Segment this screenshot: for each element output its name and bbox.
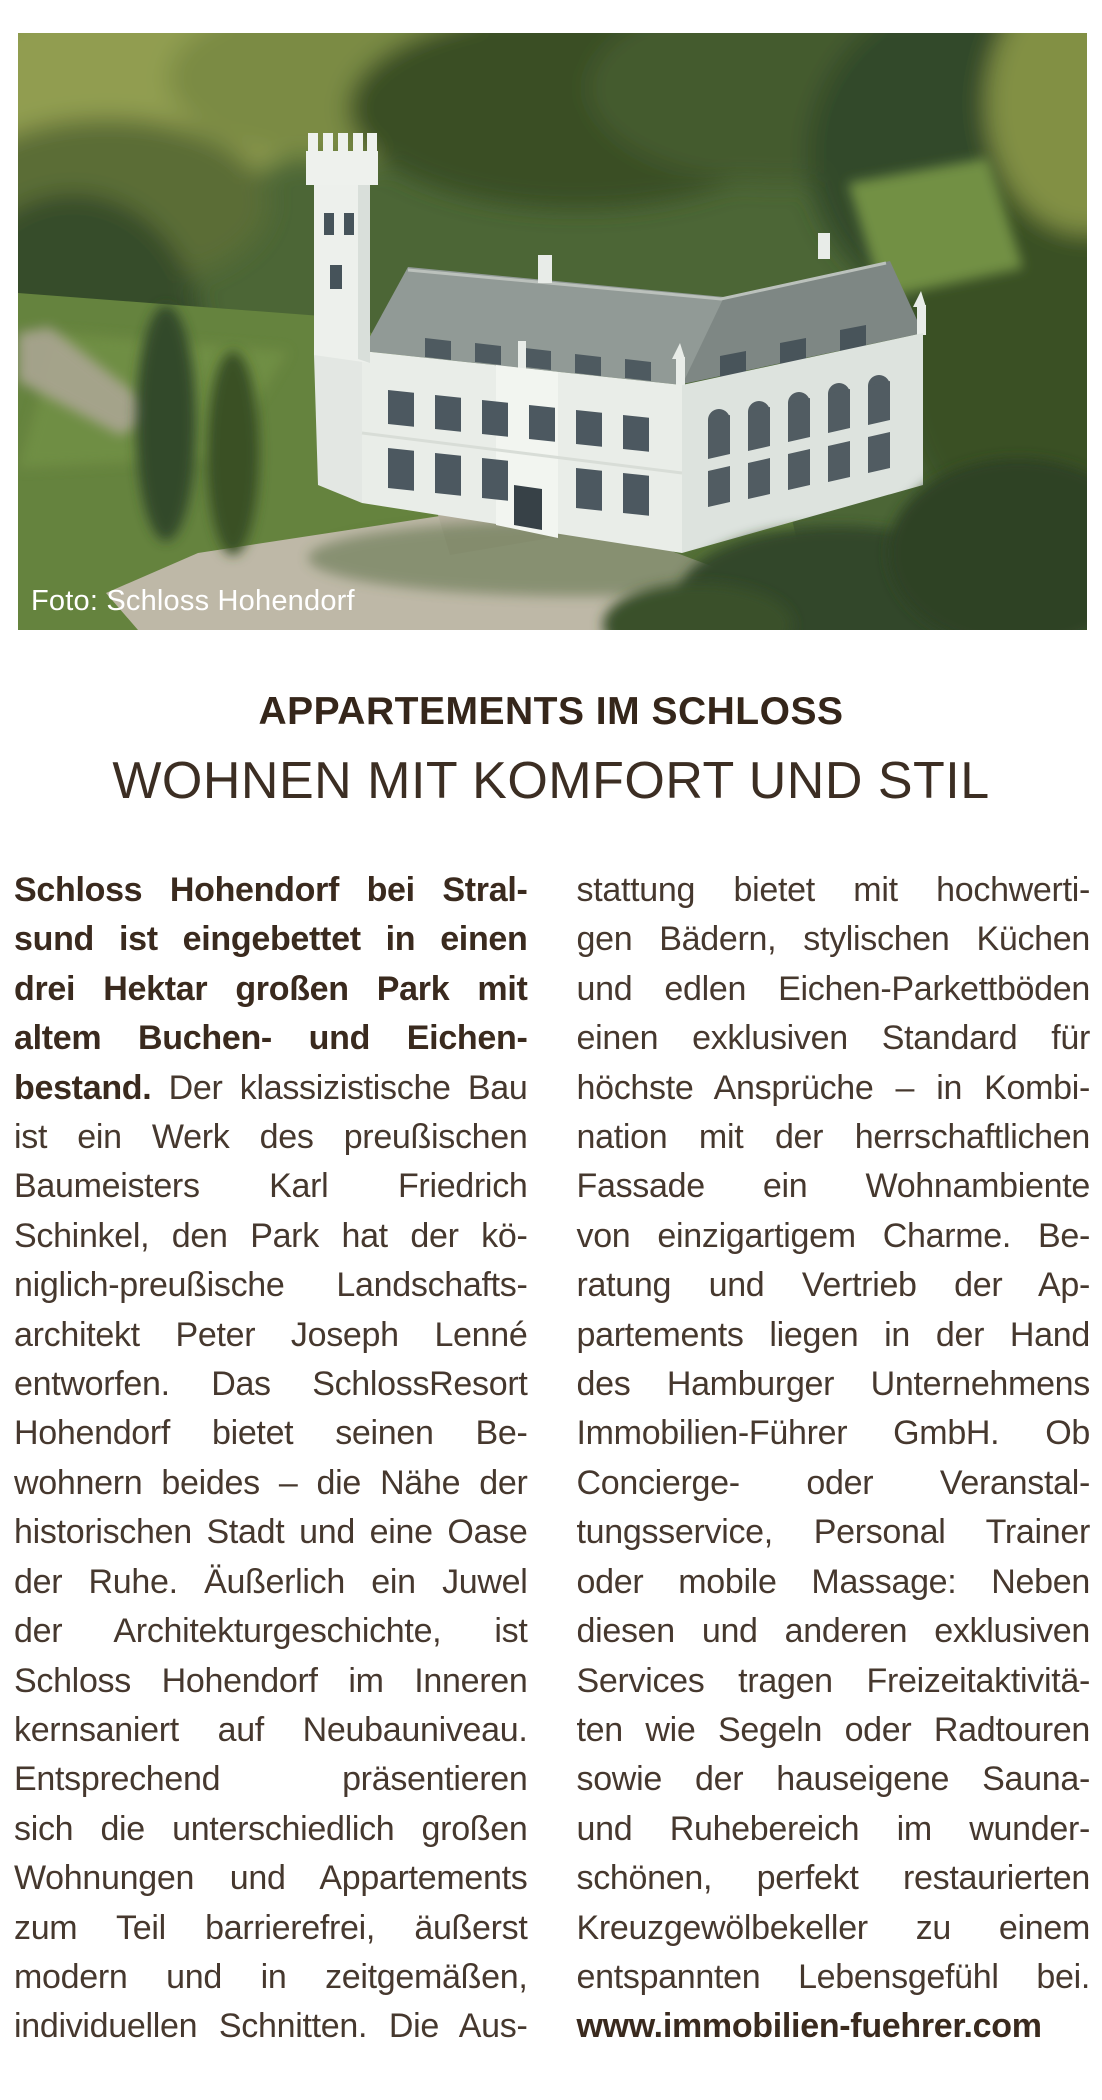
text-line: kernsaniert auf Neubauniveau. [14, 1710, 528, 1749]
text-line: partements liegen in der Hand [576, 1315, 1090, 1354]
text-line: und edlen Eichen-Parkettböden [576, 969, 1090, 1008]
text-line: entspannten Lebensgefühl bei. [576, 1957, 1090, 1996]
text-line: Wohnungen und Appartements [14, 1859, 528, 1898]
text-line: modern und in zeitgemäßen, [14, 1957, 528, 1996]
text-line: höchste Ansprüche – in Kombi- [576, 1068, 1090, 1107]
text-line: individuellen Schnitten. Die Aus- [14, 2007, 528, 2046]
kicker: APPARTEMENTS IM SCHLOSS [258, 690, 844, 733]
text-line: der Architekturgeschichte, ist [14, 1612, 528, 1651]
text-line: Concierge- oder Veranstal- [576, 1463, 1090, 1502]
text-line: Immobilien-Führer GmbH. Ob [576, 1414, 1090, 1453]
text-line: des Hamburger Unternehmens [576, 1365, 1090, 1404]
castle-photo [18, 33, 1087, 630]
text-line: oder mobile Massage: Neben [576, 1562, 1090, 1601]
text-line: sowie der hauseigene Sauna- [576, 1760, 1090, 1799]
text-line: www.immobilien-fuehrer.com [576, 2007, 1042, 2046]
text-line: der Ruhe. Äußerlich ein Juwel [14, 1562, 528, 1601]
text-line: entworfen. Das SchlossResort [14, 1365, 528, 1404]
text-line: drei Hektar großen Park mit [14, 969, 528, 1008]
text-line: tungsservice, Personal Trainer [576, 1513, 1090, 1552]
text-line: architekt Peter Joseph Lenné [14, 1315, 528, 1354]
text-line: nation mit der herrschaftlichen [576, 1118, 1090, 1157]
text-line: historischen Stadt und eine Oase [14, 1513, 528, 1552]
text-line: Entsprechend präsentieren [14, 1760, 528, 1799]
text-line: Services tragen Freizeitaktivitä- [576, 1661, 1090, 1700]
text-line: Hohendorf bietet seinen Be- [14, 1414, 528, 1453]
article-columns [14, 866, 1090, 2052]
castle-aerial-illustration [18, 33, 1087, 630]
text-line: wohnern beides – die Nähe der [14, 1463, 528, 1502]
text-line: Schloss Hohendorf im Inneren [14, 1661, 528, 1700]
text-line: einen exklusiven Standard für [576, 1019, 1090, 1058]
column-left [14, 866, 528, 2052]
text-line: altem Buchen- und Eichen- [14, 1019, 528, 1058]
text-line: bestand. Der klassizistische Bau [14, 1068, 528, 1107]
text-line: schönen, perfekt restaurierten [576, 1859, 1090, 1898]
text-line: sich die unterschiedlich großen [14, 1809, 528, 1848]
text-line: ist ein Werk des preußischen [14, 1118, 528, 1157]
text-line: Fassade ein Wohnambiente [576, 1167, 1090, 1206]
text-line: diesen und anderen exklusiven [576, 1612, 1090, 1651]
column-right [577, 866, 1091, 2052]
text-line: von einzigartigem Charme. Be- [576, 1216, 1090, 1255]
text-line: sund ist eingebettet in einen [14, 920, 528, 959]
text-line: und Ruhebereich im wunder- [576, 1809, 1090, 1848]
text-line: zum Teil barrierefrei, äußerst [14, 1908, 528, 1947]
text-line: Schinkel, den Park hat der kö- [14, 1216, 528, 1255]
text-line: niglich-preußische Landschafts- [14, 1266, 528, 1305]
text-line: stattung bietet mit hochwerti- [576, 871, 1090, 909]
text-line: gen Bädern, stylischen Küchen [576, 920, 1090, 959]
photo-caption: Foto: Schloss Hohendorf [31, 585, 355, 618]
text-line: Baumeisters Karl Friedrich [14, 1167, 528, 1206]
text-line: ten wie Segeln oder Radtouren [576, 1710, 1090, 1749]
headline: WOHNEN MIT KOMFORT UND STIL [112, 752, 990, 810]
text-line: Schloss Hohendorf bei Stral- [14, 871, 528, 909]
text-line: ratung und Vertrieb der Ap- [576, 1266, 1090, 1305]
text-line: Kreuzgewölbekeller zu einem [576, 1908, 1090, 1947]
